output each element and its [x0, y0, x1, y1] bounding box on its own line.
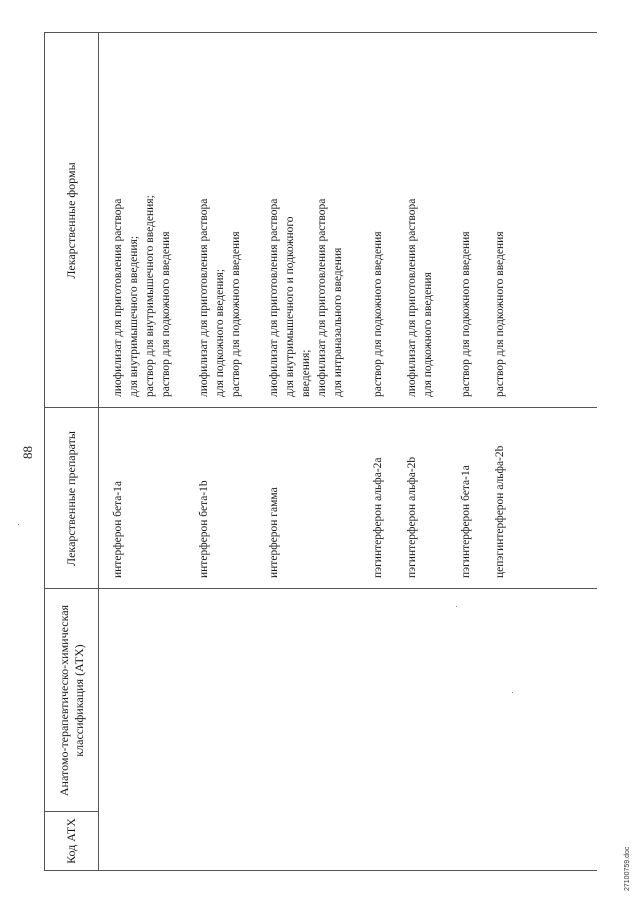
form-line: лиофилизат для приготовления раствора [316, 198, 328, 397]
column-divider [45, 811, 98, 812]
form-line: для подкожного введения; [214, 268, 226, 397]
scan-speck [456, 606, 457, 607]
form-line: для внутримышечного и подкожного [284, 216, 296, 397]
drug-name: интерферон бета-1a [112, 480, 124, 578]
drug-forms [196, 199, 244, 397]
header-forms: Лекарственные формы [64, 162, 78, 279]
page-number: 88 [20, 446, 35, 459]
scan-speck [512, 692, 513, 693]
header-drugs: Лекарственные препараты [64, 431, 78, 566]
drug-name: интерферон гамма [268, 487, 280, 578]
drug-forms [266, 199, 346, 397]
form-line: раствор для подкожного введения [460, 231, 472, 397]
drug-name: пэгинтерферон бета-1a [460, 465, 472, 578]
document-filename: 27100759.doc [624, 846, 631, 891]
drug-forms [110, 195, 174, 397]
form-line: лиофилизат для приготовления раствора [406, 198, 418, 397]
drug-name: пэгинтерферон альфа-2a [372, 457, 384, 578]
drug-name: пэгинтерферон альфа-2b [406, 456, 418, 578]
form-line: для интраназального введения [332, 247, 344, 397]
drug-forms [370, 231, 386, 397]
form-line: для подкожного введения [422, 272, 434, 397]
form-line: раствор для подкожного введения [494, 231, 506, 397]
form-line: лиофилизат для приготовления раствора [268, 198, 280, 397]
column-divider [45, 407, 597, 408]
column-divider [45, 588, 597, 589]
form-line: лиофилизат для приготовления раствора [198, 198, 210, 397]
drug-name: интерферон бета-1b [198, 480, 210, 578]
header-classification: Анатомо-терапевтическо-химическая классификация (АТХ) [56, 604, 86, 797]
table-header [45, 33, 99, 870]
form-line: для внутримышечного введения; [128, 235, 140, 397]
form-line: введения; [300, 349, 312, 397]
header-code-atx: Код АТХ [64, 818, 78, 864]
drug-forms [458, 231, 474, 397]
form-line: раствор для подкожного введения [230, 231, 242, 397]
drug-name: цепэгинтерферон альфа-2b [494, 445, 506, 578]
form-line: раствор для подкожного введения [372, 231, 384, 397]
drug-forms [404, 199, 436, 397]
form-line: лиофилизат для приготовления раствора [112, 198, 124, 397]
atx-table [44, 32, 597, 871]
drug-forms [492, 231, 508, 397]
form-line: раствор для внутримышечного введения; [144, 195, 156, 397]
form-line: раствор для подкожного введения [160, 231, 172, 397]
scan-speck [18, 524, 19, 525]
